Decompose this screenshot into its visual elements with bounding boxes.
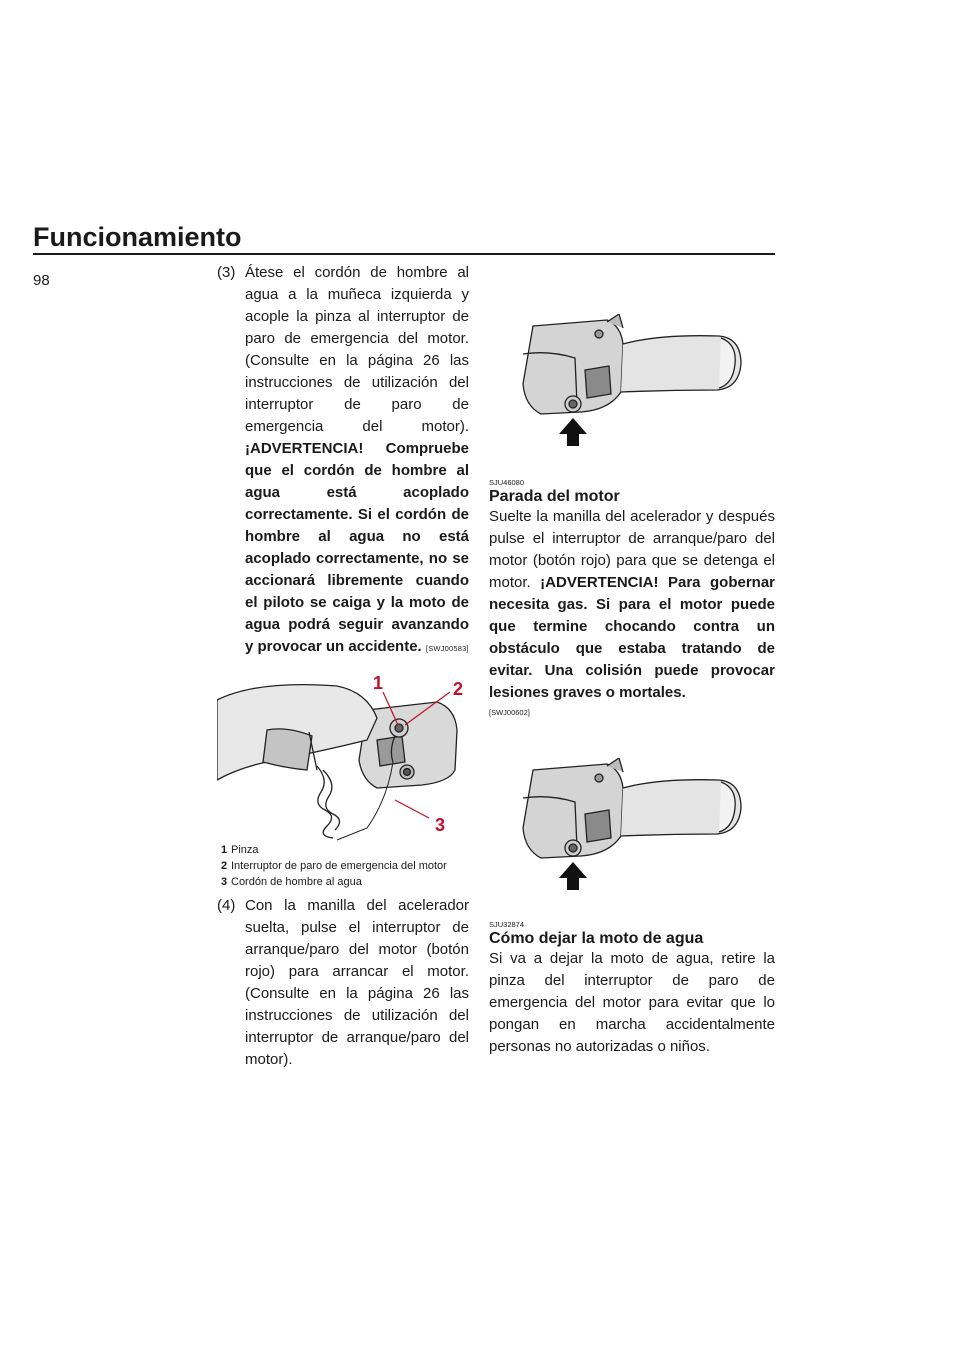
left-column	[217, 262, 469, 1071]
section-1-title: Parada del motor	[489, 488, 620, 505]
section-2-title: Cómo dejar la moto de agua	[489, 930, 704, 947]
step-3-warning: ¡ADVERTENCIA! Compruebe que el cordón de hombre al agua está acoplado correctamente. Si el cordón de hombre al agua no está acoplado correctamente, no se accionará libremente cuando el piloto se caiga y la moto de agua podrá seguir avanzando y provocar un accidente.	[245, 440, 469, 655]
figure-hand-clip	[217, 670, 469, 842]
handlebar-illustration-1	[489, 314, 775, 446]
figure-handlebar-stop-1	[489, 314, 775, 446]
header-rule	[33, 253, 775, 255]
step-3	[217, 262, 469, 660]
right-column	[489, 262, 775, 1058]
step-3-number: (3)	[217, 264, 236, 281]
callout-3: 3	[435, 815, 446, 835]
handlebar-illustration-2	[489, 758, 775, 890]
page-number: 98	[33, 272, 50, 289]
caption-3: 3 Cordón de hombre al agua	[221, 876, 362, 888]
figure-1-captions	[217, 844, 469, 889]
section-1-text: Suelte la manilla del acelerador y después pulse el interruptor de arranque/paro del motor (botón rojo) para que se detenga el motor. ¡ADVERTENCIA! Para gobernar necesita gas. Si para el motor puede que termine chocando contra un obstáculo que estaba tratando de evitar. Una colisión puede provocar lesiones graves o mortales.	[489, 508, 775, 701]
caption-1: 1 Pinza	[221, 844, 259, 856]
step-4-text: Con la manilla del acelerador suelta, pulse el interruptor de arranque/paro del motor (botón rojo) para arrancar el motor. (Consulte en la página 26 las instrucciones de utilización del interruptor de arranque/paro del motor).	[245, 897, 469, 1068]
section-1-warning-code: [SWJ00602]	[489, 708, 530, 717]
figure-handlebar-stop-2	[489, 758, 775, 890]
section-1-code: SJU46080	[489, 478, 525, 487]
page-title: Funcionamiento	[33, 222, 242, 252]
step-3-warning-code: [SWJ00583]	[425, 644, 469, 653]
step-4	[217, 895, 469, 1071]
section-2-text: Si va a dejar la moto de agua, retire la pinza del interruptor de paro de emergencia del motor para evitar que lo pongan en marcha accidentalmente personas no autorizadas o niños.	[489, 950, 775, 1055]
callout-2: 2	[453, 679, 464, 699]
hand-clip-illustration	[217, 670, 469, 842]
section-1-warning: ¡ADVERTENCIA! Para gobernar necesita gas. Si para el motor puede que termine chocando contra un obstáculo que estaba tratando de evitar. Una colisión puede provocar lesiones graves o mortales.	[489, 574, 775, 701]
caption-2: 2 Interruptor de paro de emergencia del motor	[221, 860, 447, 872]
section-2-code: SJU32874	[489, 920, 525, 929]
callout-1: 1	[373, 673, 384, 693]
step-3-text: Átese el cordón de hombre al agua a la muñeca izquierda y acople la pinza al interruptor de paro de emergencia del motor. (Consulte en la página 26 las instrucciones de utilización del interruptor de paro de emergencia del motor).	[245, 264, 469, 435]
step-4-number: (4)	[217, 897, 236, 914]
